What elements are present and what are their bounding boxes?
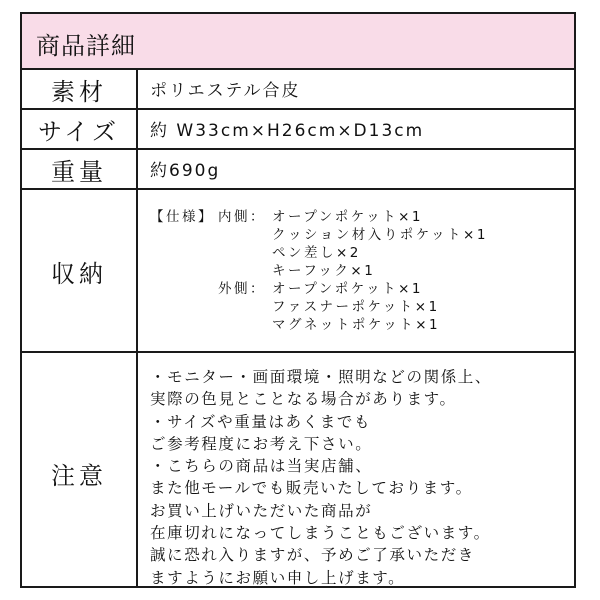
inner-item: ペン差し×2 bbox=[272, 245, 361, 261]
table-title: 商品詳細 bbox=[36, 32, 136, 60]
material-value: ポリエステル合皮 bbox=[150, 81, 301, 101]
divider bbox=[22, 108, 574, 110]
column-divider bbox=[136, 70, 138, 586]
notes-text bbox=[150, 366, 492, 589]
outer-item: オープンポケット×1 bbox=[272, 281, 424, 297]
note-line: また他モールでも販売いたしております。 bbox=[150, 479, 473, 498]
note-line: 実際の色見とことなる場合があります。 bbox=[150, 390, 457, 409]
divider bbox=[22, 351, 574, 353]
notes-label: 注意 bbox=[51, 462, 107, 490]
divider bbox=[22, 188, 574, 190]
inner-item: キーフック×1 bbox=[272, 263, 376, 279]
weight-value: 約690g bbox=[150, 161, 221, 181]
spec-tag: 【仕様】 bbox=[150, 209, 214, 225]
divider bbox=[22, 148, 574, 150]
material-label: 素材 bbox=[51, 78, 107, 106]
inner-label: 内側： bbox=[218, 209, 266, 225]
storage-label: 収納 bbox=[51, 260, 107, 288]
inner-item: クッション材入りポケット×1 bbox=[272, 227, 488, 243]
product-details-table bbox=[20, 12, 576, 588]
outer-item: マグネットポケット×1 bbox=[272, 317, 441, 333]
note-line: 誠に恐れ入りますが、予めご了承いただき bbox=[150, 546, 475, 565]
note-line: ・モニター・画面環境・照明などの関係上、 bbox=[150, 368, 493, 386]
note-line: ・サイズや重量はあくまでも bbox=[150, 412, 372, 431]
inner-item: オープンポケット×1 bbox=[272, 209, 424, 225]
note-line: ご参考程度にお考え下さい。 bbox=[150, 434, 373, 453]
note-line: ・こちらの商品は当実店舗、 bbox=[150, 457, 373, 476]
outer-label: 外側： bbox=[218, 281, 266, 297]
note-line: 在庫切れになってしまうこともございます。 bbox=[150, 524, 491, 543]
note-line: お買い上げいただいた商品が bbox=[150, 501, 373, 520]
title-bar bbox=[22, 14, 574, 68]
weight-label: 重量 bbox=[51, 158, 107, 186]
size-value: 約 W33cm×H26cm×D13cm bbox=[150, 121, 425, 141]
note-line: ますようにお願い申し上げます。 bbox=[150, 568, 406, 587]
divider bbox=[22, 68, 574, 70]
size-label: サイズ bbox=[37, 118, 121, 146]
outer-item: ファスナーポケット×1 bbox=[272, 299, 440, 315]
